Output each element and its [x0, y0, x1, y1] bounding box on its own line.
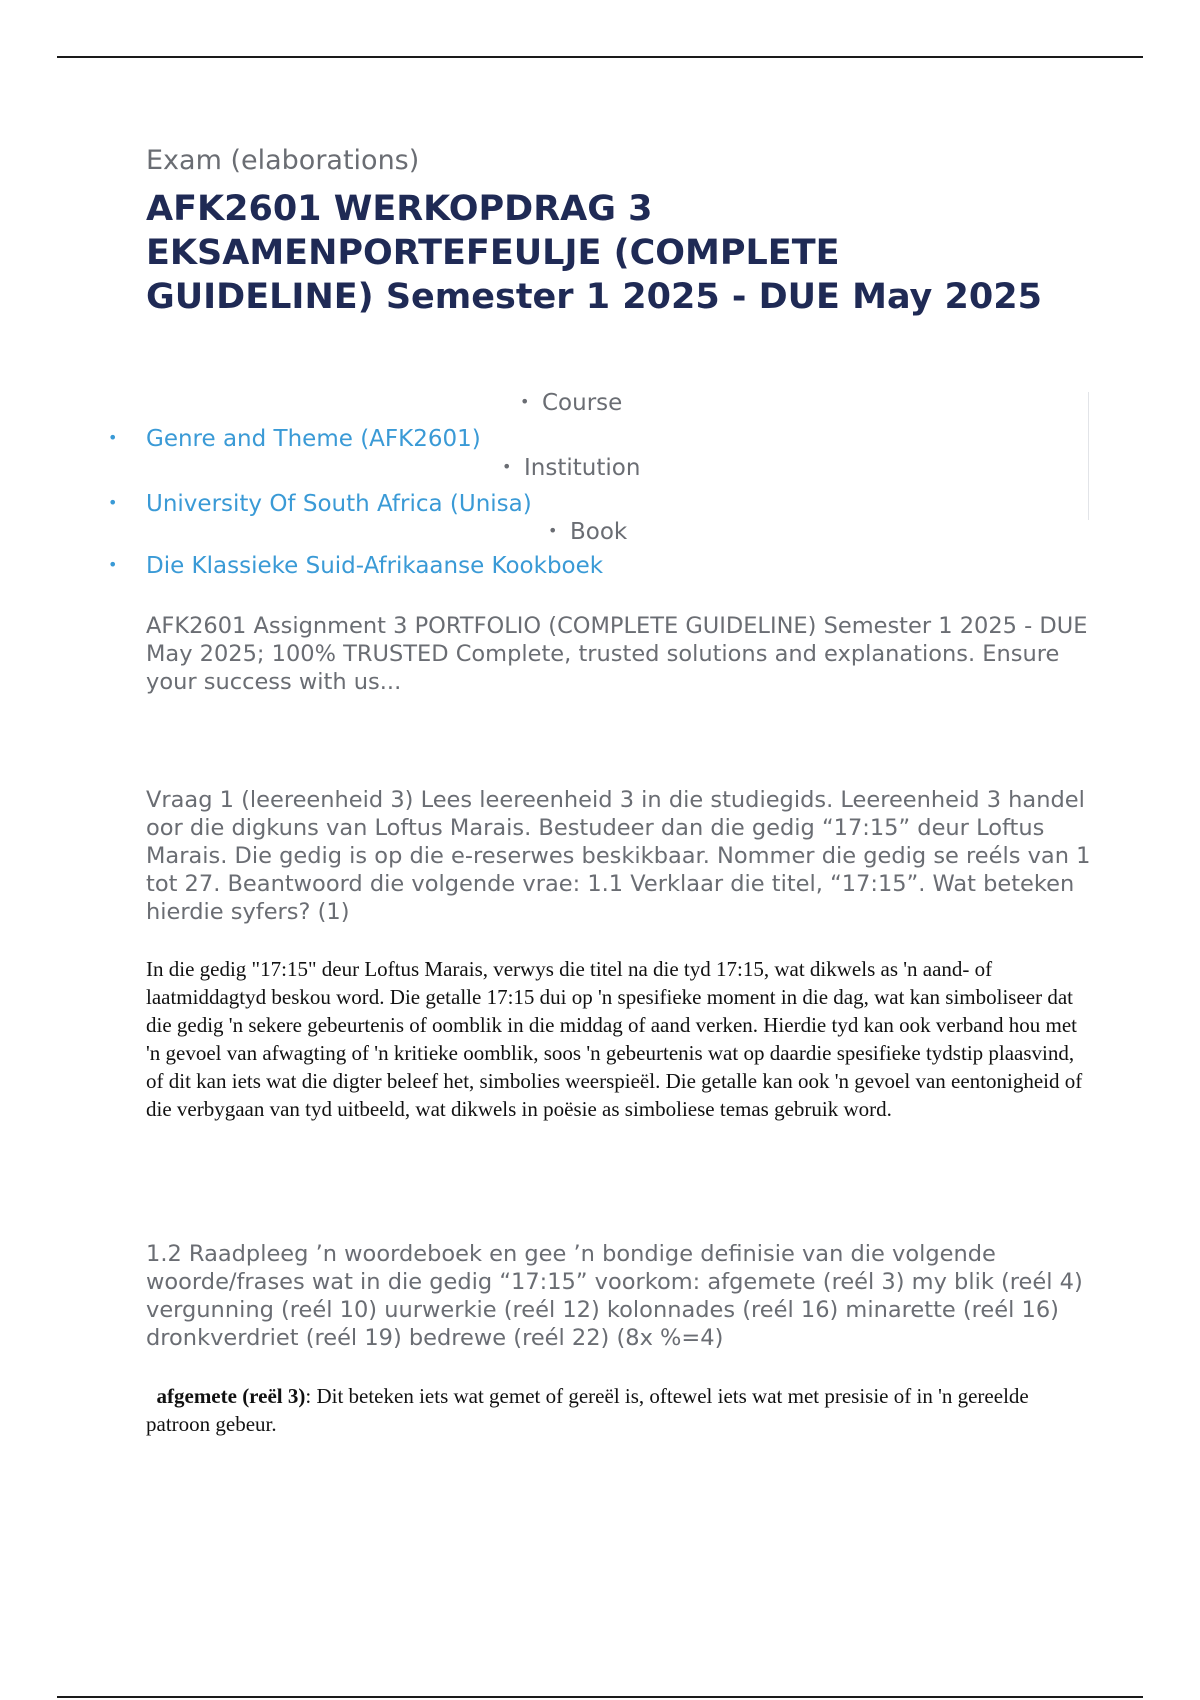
bullet-icon: •	[520, 392, 530, 411]
course-label	[520, 390, 622, 416]
course-label-text: Course	[542, 390, 623, 416]
bullet-icon: •	[108, 493, 118, 512]
document-title: AFK2601 WERKOPDRAG 3 EKSAMENPORTEFEULJE (COMPLETE GUIDELINE) Semester 1 2025 - DUE May 2025	[146, 189, 1042, 317]
book-link[interactable]	[108, 553, 603, 579]
question-1: Vraag 1 (leereenheid 3) Lees leereenheid 3 in die studiegids. Leereenheid 3 handel oor die digkuns van Loftus Marais. Bestudeer dan die gedig “17:15” deur Loftus Marais. Die gedig is op die e-reserwes beskikbaar. Nommer die gedig se reéls van 1 tot 27. Beantwoord die volgende vrae: 1.1 Verklaar die titel, “17:15”. Wat beteken hierdie syfers? (1)	[146, 787, 1091, 925]
metadata-divider	[1088, 392, 1089, 520]
answer-2-term: afgemete (reël 3)	[156, 1384, 306, 1408]
book-label	[548, 519, 627, 545]
institution-label	[502, 455, 640, 481]
document-type-label: Exam (elaborations)	[146, 145, 420, 176]
bullet-icon: •	[108, 428, 118, 447]
bottom-rule	[57, 1696, 1143, 1698]
document-summary: AFK2601 Assignment 3 PORTFOLIO (COMPLETE GUIDELINE) Semester 1 2025 - DUE May 2025; 100% TRUSTED Complete, trusted solutions and explanations. Ensure your success with us...	[146, 613, 1088, 695]
course-link-text[interactable]: Genre and Theme (AFK2601)	[146, 426, 481, 452]
question-2: 1.2 Raadpleeg ’n woordeboek en gee ’n bondige definisie van die volgende woorde/frases wat in die gedig “17:15” voorkom: afgemete (reél 3) my blik (reél 4) vergunning (reél 10) uurwerkie (reél 12) kolonnades (reél 16) minarette (reél 16) dronkverdriet (reél 19) bedrewe (reél 22) (8x %=4)	[146, 1241, 1083, 1351]
course-link[interactable]	[108, 426, 481, 452]
answer-1: In die gedig "17:15" deur Loftus Marais, verwys die titel na die tyd 17:15, wat dikwels as 'n aand- of laatmiddagtyd beskou word. Die getalle 17:15 dui op 'n spesifieke moment in die dag, wat kan simboliseer dat die gedig 'n sekere gebeurtenis of oomblik in die middag of aand verken. Hierdie tyd kan ook verband hou met 'n gevoel van afwagting of 'n kritieke oomblik, soos 'n gebeurtenis wat op daardie spesifieke tydstip plaasvind, of dit kan iets wat die digter beleef het, simbolies weerspieël. Die getalle kan ook 'n gevoel van eentonigheid of die verbygaan van tyd uitbeeld, wat dikwels in poësie as simboliese temas gebruik word.	[146, 957, 1083, 1121]
bullet-icon: •	[108, 555, 118, 574]
bullet-icon: •	[548, 521, 558, 540]
book-link-text[interactable]: Die Klassieke Suid-Afrikaanse Kookboek	[146, 553, 604, 579]
institution-link-text[interactable]: University Of South Africa (Unisa)	[146, 491, 532, 517]
top-rule	[57, 56, 1143, 58]
answer-2	[146, 1382, 1091, 1438]
answer-2-text: : Dit beteken iets wat gemet of gereël is, oftewel iets wat met presisie of in 'n gereelde patroon gebeur.	[146, 1384, 1029, 1436]
institution-link[interactable]	[108, 491, 532, 517]
institution-label-text: Institution	[524, 455, 641, 481]
bullet-icon: •	[502, 457, 512, 476]
book-label-text: Book	[570, 519, 628, 545]
